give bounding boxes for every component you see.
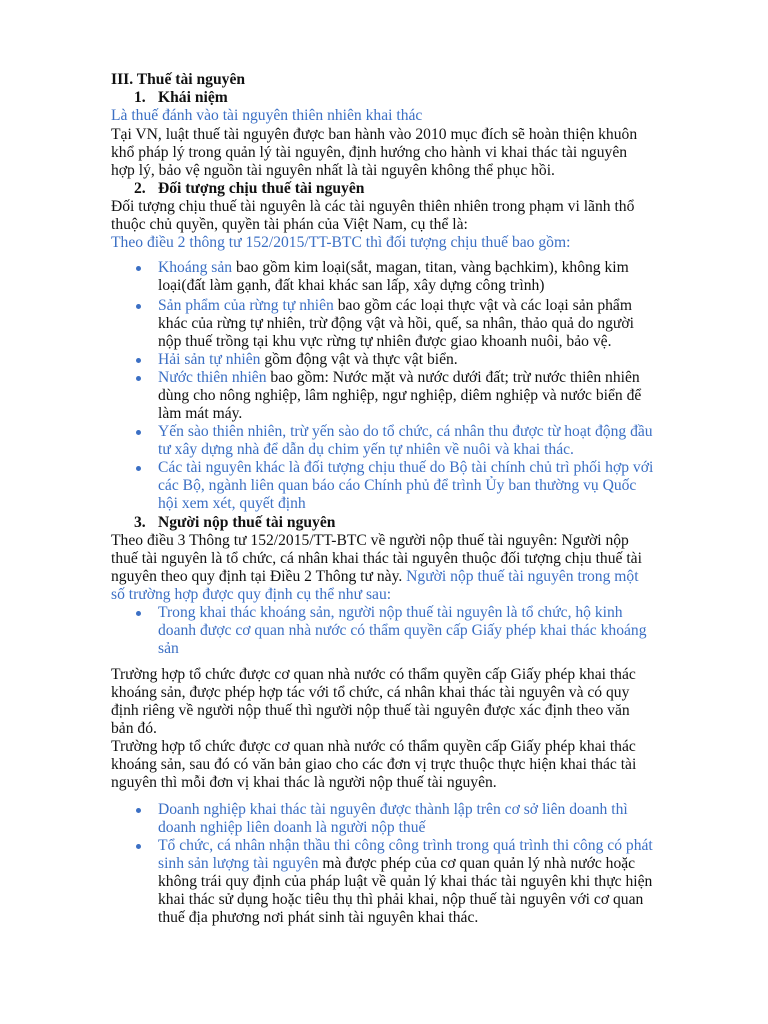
- bullet-item-line: hội xem xét, quyết định: [158, 495, 306, 512]
- heading-1: Khái niệm: [158, 89, 228, 106]
- bullet-item-line: Các tài nguyên khác là đối tượng chịu thuế do Bộ tài chính chủ trì phối hợp với: [158, 459, 654, 476]
- heading-2: Đối tượng chịu thuế tài nguyên: [158, 180, 365, 197]
- paragraph-line: số trường hợp được quy định cụ thể như sau:: [111, 586, 392, 603]
- bullet-text: gồm động vật và thực vật biển.: [260, 351, 458, 368]
- heading-3: Người nộp thuế tài nguyên: [158, 514, 336, 531]
- bullet-item-line: khác của rừng tự nhiên, trừ động vật và hồi, quế, sa nhân, thảo quả do người: [158, 315, 634, 332]
- bullet-item-line: loại(đất làm gạnh, đất khai khác san lấp, xây dựng công trình): [158, 277, 545, 294]
- paragraph-line: khoáng sản, được phép hợp tác với tổ chức, cá nhân khai thác tài nguyên và có quy: [111, 684, 630, 701]
- bullet-dot: [136, 430, 141, 435]
- bullet-term: Sản phẩm của rừng tự nhiên: [158, 297, 334, 314]
- paragraph-line: Theo điều 2 thông tư 152/2015/TT-BTC thì đối tượng chịu thuế bao gồm:: [111, 234, 571, 251]
- bullet-item-line: thuế địa phương nơi phát sinh tài nguyên khai thác.: [158, 909, 479, 926]
- bullet-item-line: các Bộ, ngành liên quan báo cáo Chính phủ để trình Ủy ban thường vụ Quốc: [158, 477, 637, 494]
- paragraph-line: bản đó.: [111, 720, 157, 737]
- paragraph-line: [111, 568, 639, 586]
- heading-1-number: 1.: [134, 89, 146, 106]
- paragraph-line: Theo điều 3 Thông tư 152/2015/TT-BTC về người nộp thuế tài nguyên: Người nộp: [111, 532, 629, 549]
- paragraph-line: khổ pháp lý trong quản lý tài nguyên, định hướng cho hành vi khai thác tài nguyên: [111, 144, 628, 161]
- bullet-item-line: doanh được cơ quan nhà nước có thẩm quyền cấp Giấy phép khai thác khoáng: [158, 622, 647, 639]
- bullet-term: Hải sản tự nhiên: [158, 351, 261, 368]
- bullet-item-line: sản: [158, 640, 179, 657]
- paragraph-line: Trường hợp tổ chức được cơ quan nhà nước có thẩm quyền cấp Giấy phép khai thác: [111, 738, 636, 755]
- bullet-text: bao gồm: Nước mặt và nước dưới đất; trừ nước thiên nhiên: [266, 369, 640, 386]
- paragraph-line: khoáng sản, sau đó có văn bản giao cho các đơn vị trực thuộc thực hiện khai thác tài: [111, 756, 637, 773]
- paragraph-line: Đối tượng chịu thuế tài nguyên là các tài nguyên thiên nhiên trong phạm vi lãnh thổ: [111, 198, 635, 215]
- bullet-dot: [136, 266, 141, 271]
- bullet-item-line: [158, 351, 458, 369]
- bullet-item-line: nộp thuế trồng tại khu vực rừng tự nhiên được giao khoanh nuôi, bảo vệ.: [158, 333, 612, 350]
- bullet-item-line: [158, 369, 640, 387]
- bullet-term: Khoáng sản: [158, 259, 233, 276]
- bullet-text: bao gồm kim loại(sắt, magan, titan, vàng bạchkim), không kim: [232, 259, 629, 276]
- bullet-dot: [136, 466, 141, 471]
- bullet-item-line: tư xây dựng nhà để dẫn dụ chim yến tự nhiên về nuôi và khai thác.: [158, 441, 574, 458]
- bullet-dot: [136, 844, 141, 849]
- bullet-item-line: [158, 855, 635, 873]
- paragraph-line: định riêng về người nộp thuế thì người nộp thuế tài nguyên được xác định theo văn: [111, 702, 630, 719]
- bullet-item-line: Yến sào thiên nhiên, trừ yến sào do tổ chức, cá nhân thu được từ hoạt động đầu: [158, 423, 653, 440]
- bullet-item-line: Tổ chức, cá nhân nhận thầu thi công công trình trong quá trình thi công có phát: [158, 837, 653, 854]
- bullet-item-line: Trong khai thác khoáng sản, người nộp thuế tài nguyên là tổ chức, hộ kinh: [158, 604, 623, 621]
- paragraph-line: thuế tài nguyên là tổ chức, cá nhân khai thác tài nguyên thuộc đối tượng chịu thuế tài: [111, 550, 642, 567]
- paragraph-line: nguyên thì mỗi đơn vị khai thác là người nộp thuế tài nguyên.: [111, 774, 497, 791]
- bullet-dot: [136, 611, 141, 616]
- highlighted-text: sinh sản lượng tài nguyên: [158, 855, 319, 872]
- bullet-dot: [136, 808, 141, 813]
- bullet-item-line: [158, 259, 629, 277]
- bullet-item-line: khai thác sử dụng hoặc tiêu thụ thì phải khai, nộp thuế tài nguyên với cơ quan: [158, 891, 644, 908]
- definition-text: Là thuế đánh vào tài nguyên thiên nhiên khai thác: [111, 107, 423, 124]
- paragraph-line: thuộc chủ quyền, quyền tài phán của Việt Nam, cụ thể là:: [111, 216, 468, 233]
- heading-2-number: 2.: [134, 180, 146, 197]
- bullet-dot: [136, 304, 141, 309]
- paragraph-line: Trường hợp tổ chức được cơ quan nhà nước có thẩm quyền cấp Giấy phép khai thác: [111, 666, 636, 683]
- bullet-item-line: làm mát máy.: [158, 405, 243, 422]
- heading-3-number: 3.: [134, 514, 146, 531]
- paragraph-line: hợp lý, bảo vệ nguồn tài nguyên nhất là tài nguyên không thể phục hồi.: [111, 162, 555, 179]
- bullet-item-line: [158, 297, 632, 315]
- bullet-item-line: doanh nghiệp liên doanh là người nộp thuế: [158, 819, 426, 836]
- bullet-term: Nước thiên nhiên: [158, 369, 267, 386]
- bullet-text: mà được phép của cơ quan quản lý nhà nước hoặc: [318, 855, 636, 872]
- bullet-dot: [136, 358, 141, 363]
- bullet-item-line: dùng cho nông nghiệp, lâm nghiệp, ngư nghiệp, diêm nghiệp và nước biển để: [158, 387, 642, 404]
- bullet-dot: [136, 376, 141, 381]
- paragraph-text: nguyên theo quy định tại Điều 2 Thông tư này.: [111, 568, 407, 585]
- highlighted-text: Người nộp thuế tài nguyên trong một: [406, 568, 639, 585]
- section-title: III. Thuế tài nguyên: [111, 71, 246, 88]
- bullet-text: bao gồm các loại thực vật và các loại sản phẩm: [333, 297, 632, 314]
- paragraph-line: Tại VN, luật thuế tài nguyên được ban hành vào 2010 mục đích sẽ hoàn thiện khuôn: [111, 126, 638, 143]
- bullet-item-line: Doanh nghiệp khai thác tài nguyên được thành lập trên cơ sở liên doanh thì: [158, 801, 628, 818]
- bullet-item-line: không trái quy định của pháp luật về quản lý khai thác tài nguyên khi thực hiện: [158, 873, 653, 890]
